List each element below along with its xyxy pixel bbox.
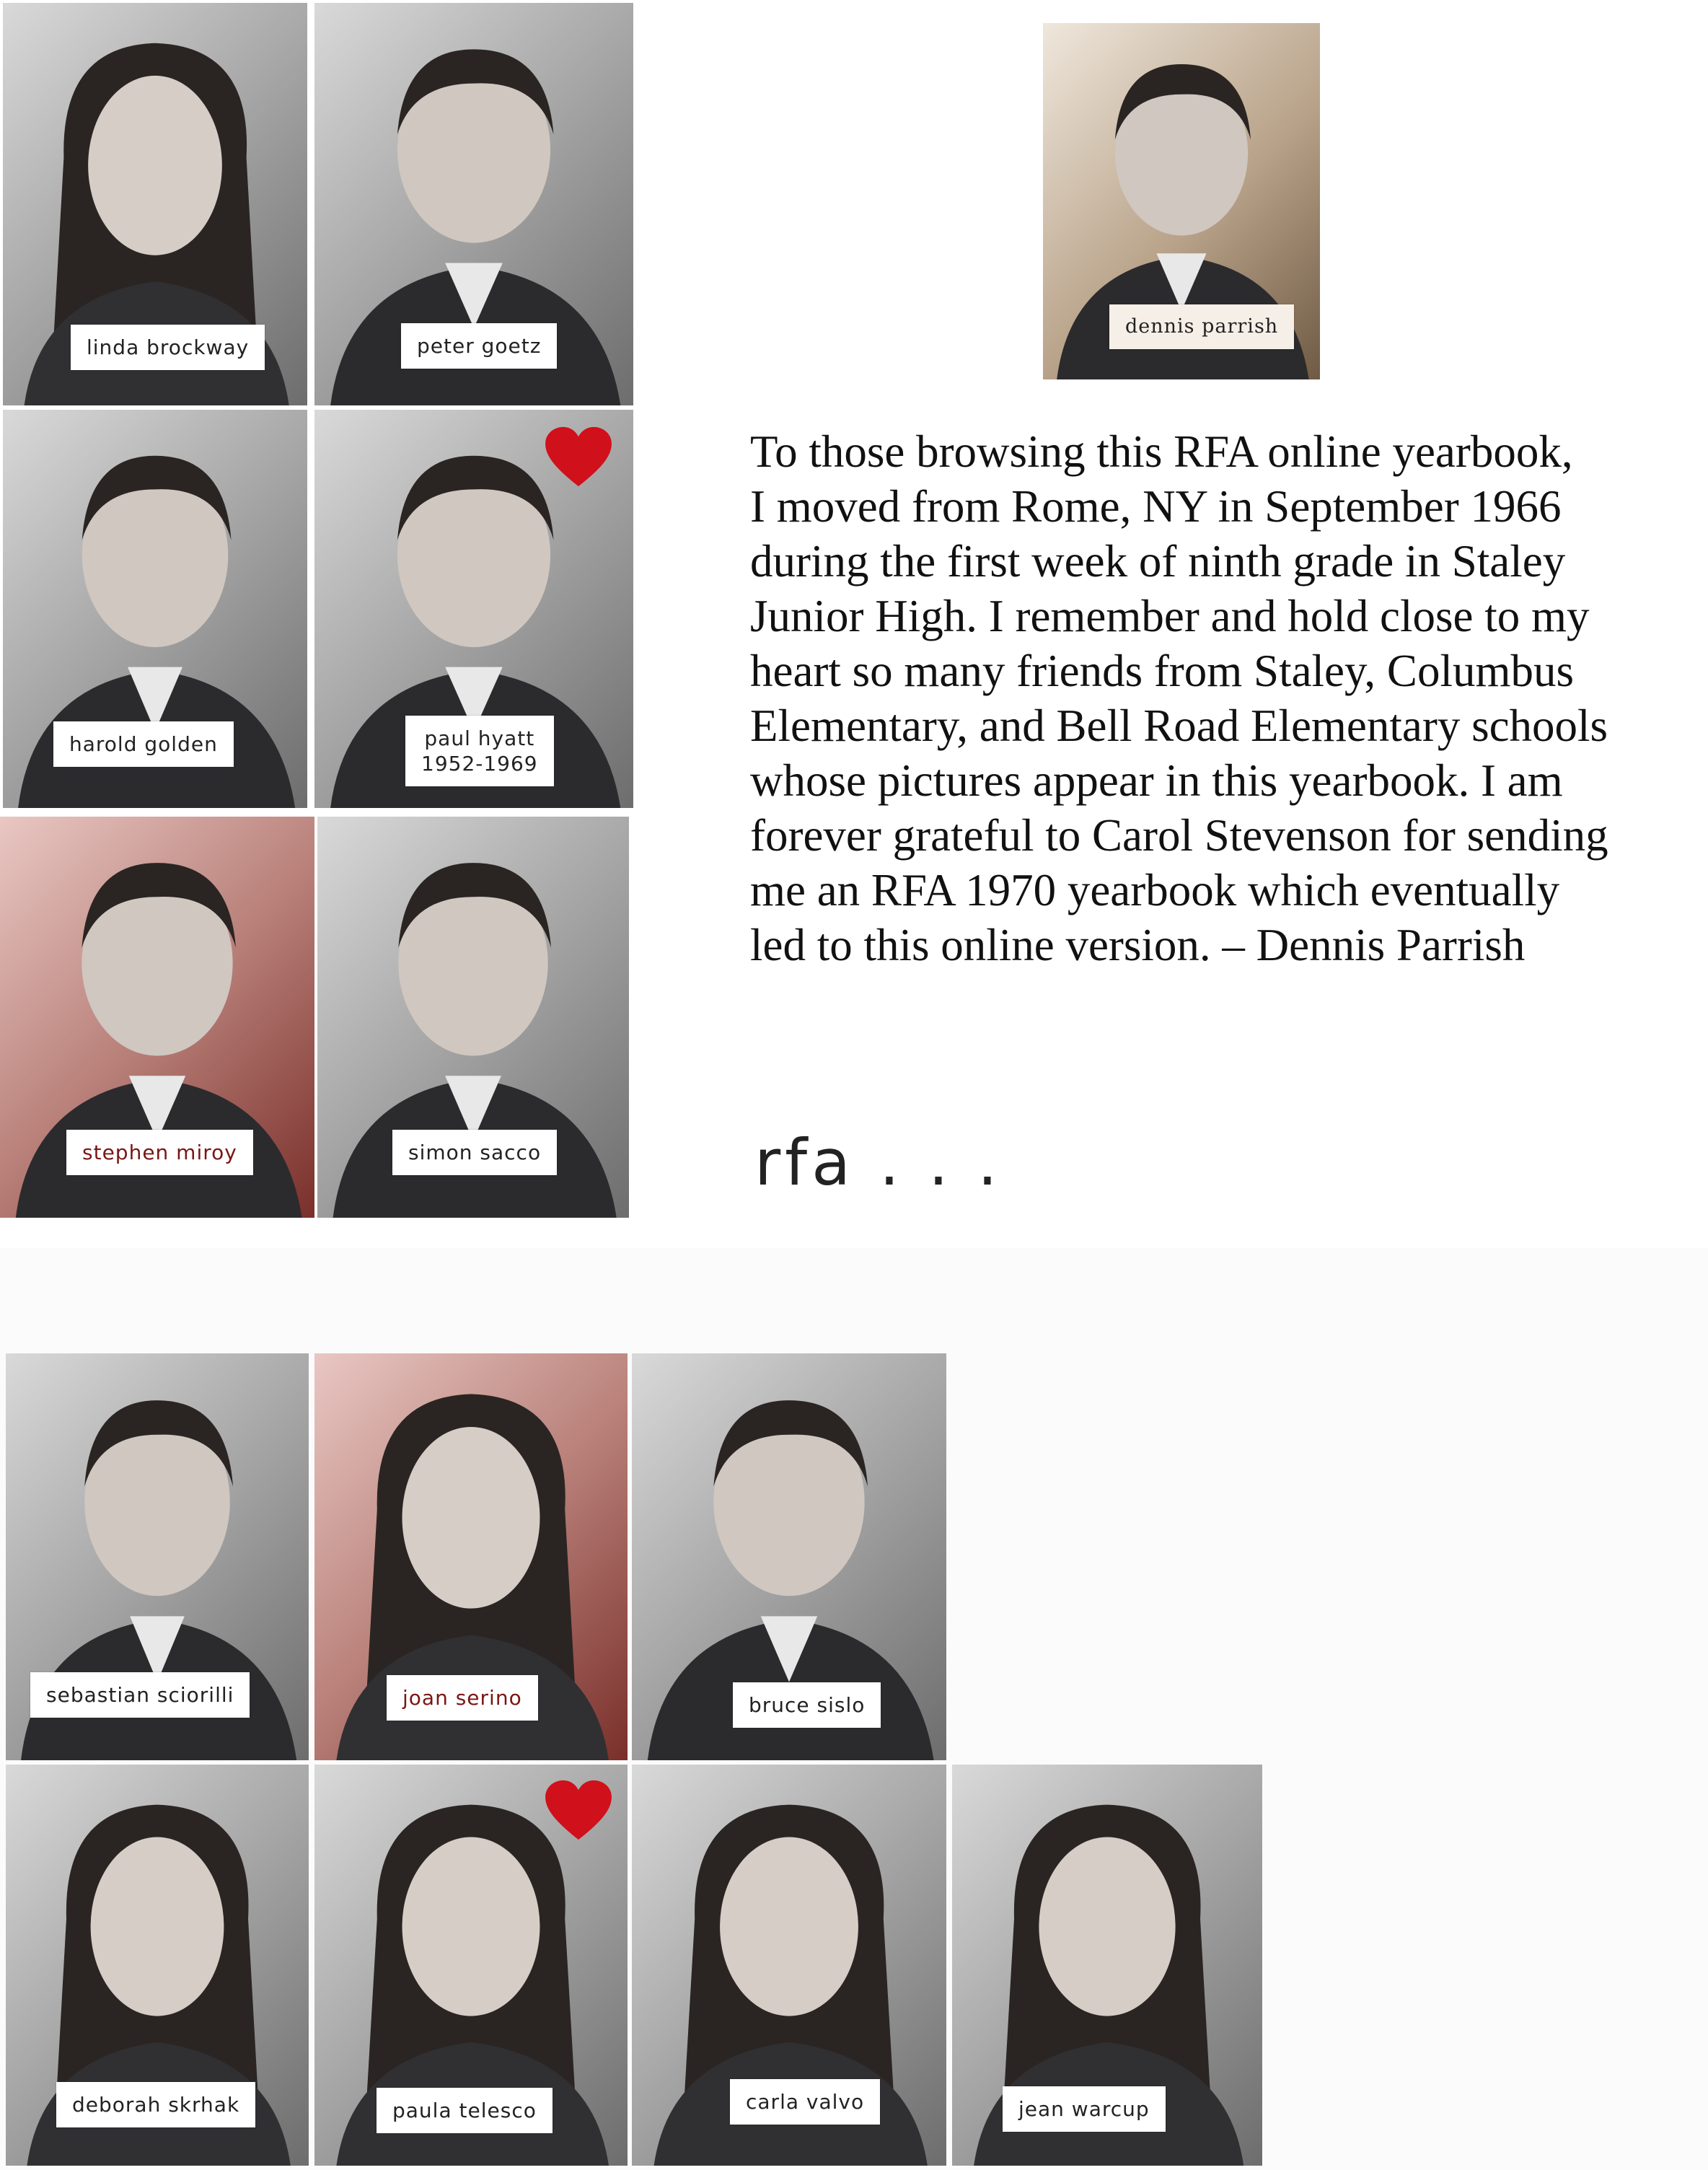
photo-dennis-parrish (1043, 23, 1320, 379)
photo-stephen-miroy (0, 817, 314, 1218)
photo-peter-goetz (314, 3, 633, 405)
name-label-joan-serino: joan serino (387, 1675, 538, 1721)
name-label-carla-valvo: carla valvo (730, 2079, 880, 2125)
photo-bruce-sislo (632, 1353, 946, 1760)
photo-simon-sacco (317, 817, 629, 1218)
name-label-dennis-parrish: dennis parrish (1109, 304, 1294, 349)
tribute-line: To those browsing this RFA online yearbook, (750, 426, 1573, 477)
tribute-line: whose pictures appear in this yearbook. I am (750, 755, 1563, 806)
memorial-years: 1952-1969 (421, 752, 538, 776)
section-mark: rfa . . . (754, 1125, 1002, 1200)
name-label-sebastian-sciorilli: sebastian sciorilli (30, 1672, 250, 1718)
name-label-deborah-skrhak: deborah skrhak (56, 2082, 255, 2127)
photo-jean-warcup (952, 1765, 1262, 2166)
heart-icon (544, 426, 613, 489)
student-name: paul hyatt (424, 726, 535, 750)
name-label-linda-brockway: linda brockway (71, 325, 265, 370)
photo-carla-valvo (632, 1765, 946, 2166)
name-label-paul-hyatt (405, 716, 554, 786)
photo-sebastian-sciorilli (6, 1353, 309, 1760)
heart-icon (544, 1779, 613, 1842)
photo-harold-golden (3, 410, 307, 808)
tribute-line: during the first week of ninth grade in Staley (750, 536, 1566, 587)
name-label-simon-sacco: simon sacco (392, 1130, 557, 1175)
name-label-bruce-sislo: bruce sislo (733, 1682, 881, 1728)
tribute-line: Junior High. I remember and hold close to my (750, 591, 1590, 641)
photo-paul-hyatt (314, 410, 633, 808)
tribute-line: forever grateful to Carol Stevenson for sending (750, 810, 1608, 861)
name-label-paula-telesco: paula telesco (377, 2088, 553, 2133)
tribute-text (744, 424, 1668, 972)
tribute-line: Elementary, and Bell Road Elementary schools (750, 700, 1608, 751)
name-label-peter-goetz: peter goetz (401, 323, 557, 369)
name-label-harold-golden: harold golden (53, 721, 234, 767)
name-label-jean-warcup: jean warcup (1003, 2086, 1166, 2132)
tribute-line: led to this online version. – Dennis Parrish (750, 920, 1526, 970)
tribute-line: me an RFA 1970 yearbook which eventually (750, 865, 1560, 915)
tribute-line: heart so many friends from Staley, Columbus (750, 646, 1574, 696)
photo-linda-brockway (3, 3, 307, 405)
photo-paula-telesco (314, 1765, 628, 2166)
photo-joan-serino (314, 1353, 628, 1760)
photo-deborah-skrhak (6, 1765, 309, 2166)
name-label-stephen-miroy: stephen miroy (66, 1130, 253, 1175)
tribute-line: I moved from Rome, NY in September 1966 (750, 481, 1562, 532)
